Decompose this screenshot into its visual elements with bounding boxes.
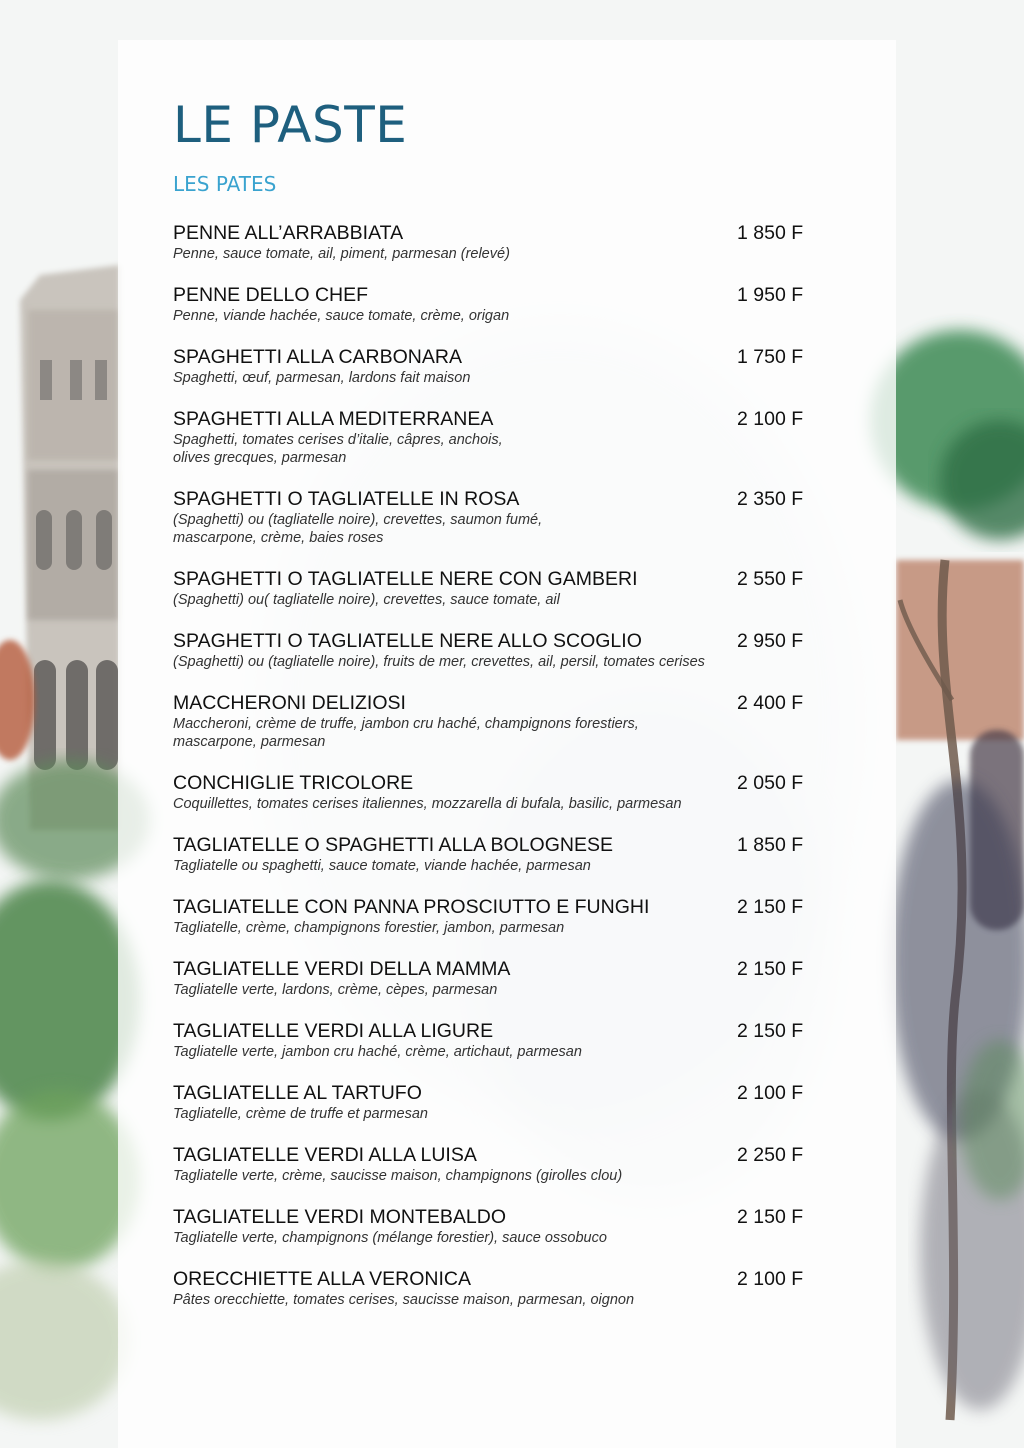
dish-price: 2 100 F bbox=[737, 408, 804, 430]
dish-name: SPAGHETTI O TAGLIATELLE IN ROSA bbox=[173, 488, 520, 510]
dish-price: 2 400 F bbox=[737, 692, 804, 714]
dish-name: TAGLIATELLE VERDI ALLA LIGURE bbox=[173, 1020, 494, 1042]
dish-description: Penne, sauce tomate, ail, piment, parmesan (relevé) bbox=[173, 246, 510, 262]
dish-description: Coquillettes, tomates cerises italiennes, mozzarella di bufala, basilic, parmesan bbox=[173, 796, 682, 812]
dish-name: TAGLIATELLE VERDI MONTEBALDO bbox=[173, 1206, 507, 1228]
dish-name: SPAGHETTI ALLA MEDITERRANEA bbox=[173, 408, 494, 430]
dish-name: PENNE DELLO CHEF bbox=[173, 284, 369, 306]
menu-item bbox=[173, 222, 813, 263]
dish-price: 2 150 F bbox=[737, 896, 804, 918]
dish-name: ORECCHIETTE ALLA VERONICA bbox=[173, 1268, 471, 1290]
menu-item bbox=[173, 958, 813, 999]
dish-price: 1 850 F bbox=[737, 834, 804, 856]
dish-description: Penne, viande hachée, sauce tomate, crème, origan bbox=[173, 308, 510, 324]
menu-item bbox=[173, 1144, 813, 1185]
dish-price: 2 050 F bbox=[737, 772, 804, 794]
dish-description: Tagliatelle verte, champignons (mélange forestier), sauce ossobuco bbox=[173, 1230, 607, 1246]
dish-price: 2 150 F bbox=[737, 958, 804, 980]
menu-item bbox=[173, 630, 813, 671]
dish-description: Tagliatelle verte, jambon cru haché, crème, artichaut, parmesan bbox=[173, 1044, 582, 1060]
dish-description: Maccheroni, crème de truffe, jambon cru haché, champignons forestiers, mascarpone, parmesan bbox=[173, 716, 639, 750]
dish-name: TAGLIATELLE VERDI DELLA MAMMA bbox=[173, 958, 511, 980]
menu-item bbox=[173, 772, 813, 813]
dish-name: TAGLIATELLE CON PANNA PROSCIUTTO E FUNGHI bbox=[173, 896, 650, 918]
menu-item bbox=[173, 284, 813, 325]
menu-item bbox=[173, 408, 813, 467]
dish-name: PENNE ALL’ARRABBIATA bbox=[173, 222, 404, 244]
dish-name: MACCHERONI DELIZIOSI bbox=[173, 692, 406, 714]
menu-item bbox=[173, 1206, 813, 1247]
dish-description: Spaghetti, œuf, parmesan, lardons fait maison bbox=[173, 370, 471, 386]
dish-description: Tagliatelle verte, crème, saucisse maison, champignons (girolles clou) bbox=[173, 1168, 623, 1184]
dish-description: Spaghetti, tomates cerises d’italie, câpres, anchois, olives grecques, parmesan bbox=[173, 432, 503, 466]
menu-item bbox=[173, 1268, 813, 1309]
dish-name: SPAGHETTI O TAGLIATELLE NERE CON GAMBERI bbox=[173, 568, 638, 590]
dish-price: 2 950 F bbox=[737, 630, 804, 652]
dish-description: Tagliatelle verte, lardons, crème, cèpes, parmesan bbox=[173, 982, 498, 998]
dish-name: CONCHIGLIE TRICOLORE bbox=[173, 772, 414, 794]
dish-name: SPAGHETTI O TAGLIATELLE NERE ALLO SCOGLIO bbox=[173, 630, 642, 652]
colosseum-illustration bbox=[0, 265, 120, 830]
page-title: LE PASTE bbox=[173, 96, 408, 154]
dish-price: 1 750 F bbox=[737, 346, 804, 368]
dish-description: Tagliatelle, crème, champignons forestier, jambon, parmesan bbox=[173, 920, 565, 936]
menu-item bbox=[173, 1020, 813, 1061]
dish-description: Pâtes orecchiette, tomates cerises, saucisse maison, parmesan, oignon bbox=[173, 1292, 635, 1308]
dish-name: TAGLIATELLE AL TARTUFO bbox=[173, 1082, 422, 1104]
dish-price: 2 550 F bbox=[737, 568, 804, 590]
dish-price: 2 150 F bbox=[737, 1020, 804, 1042]
dish-price: 1 850 F bbox=[737, 222, 804, 244]
menu-item bbox=[173, 488, 813, 547]
menu-item bbox=[173, 692, 813, 751]
menu-item bbox=[173, 834, 813, 875]
dish-price: 2 100 F bbox=[737, 1082, 804, 1104]
dish-description: (Spaghetti) ou (tagliatelle noire), fruits de mer, crevettes, ail, persil, tomates cerises bbox=[173, 654, 705, 670]
dish-name: TAGLIATELLE O SPAGHETTI ALLA BOLOGNESE bbox=[173, 834, 613, 856]
menu-item bbox=[173, 346, 813, 387]
menu-item bbox=[173, 1082, 813, 1123]
dish-description: Tagliatelle, crème de truffe et parmesan bbox=[173, 1106, 428, 1122]
menu-item bbox=[173, 896, 813, 937]
dish-description: (Spaghetti) ou( tagliatelle noire), crevettes, sauce tomate, ail bbox=[173, 592, 560, 608]
dish-description: (Spaghetti) ou (tagliatelle noire), crevettes, saumon fumé, mascarpone, crème, baies roses bbox=[173, 512, 543, 546]
dish-price: 1 950 F bbox=[737, 284, 804, 306]
dish-name: SPAGHETTI ALLA CARBONARA bbox=[173, 346, 462, 368]
dish-price: 2 100 F bbox=[737, 1268, 804, 1290]
dish-price: 2 350 F bbox=[737, 488, 804, 510]
dish-price: 2 250 F bbox=[737, 1144, 804, 1166]
dish-description: Tagliatelle ou spaghetti, sauce tomate, viande hachée, parmesan bbox=[173, 858, 591, 874]
menu-item bbox=[173, 568, 813, 609]
page-subtitle: LES PATES bbox=[173, 172, 277, 196]
dish-name: TAGLIATELLE VERDI ALLA LUISA bbox=[173, 1144, 477, 1166]
dish-price: 2 150 F bbox=[737, 1206, 804, 1228]
